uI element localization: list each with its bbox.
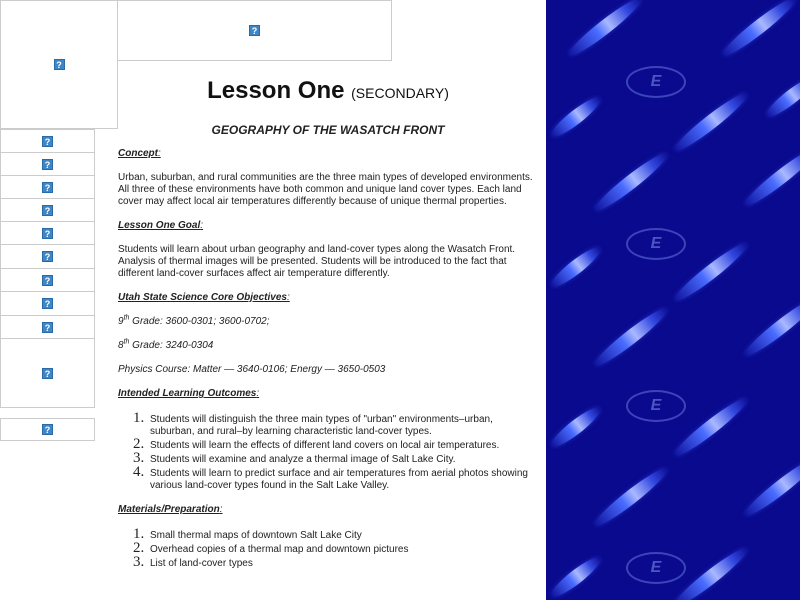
page-title — [118, 76, 538, 108]
page-subtitle: GEOGRAPHY OF THE WASATCH FRONT — [211, 123, 445, 137]
materials-list — [118, 528, 538, 570]
streak-decoration — [548, 93, 604, 141]
list-item: 2. Students will learn the effects of different land covers on local air temperatures. — [148, 438, 538, 452]
nav-image-link-9[interactable] — [0, 315, 95, 339]
heading-text: Intended Learning Outcomes — [118, 388, 257, 399]
section-heading-goal: Lesson One Goal: — [118, 220, 204, 231]
list-item: 3. List of land-cover types — [148, 556, 538, 570]
objective-grade8 — [118, 340, 538, 352]
broken-image-icon: ? — [42, 368, 53, 379]
watermark-logo: E — [626, 552, 686, 584]
broken-image-icon: ? — [42, 298, 53, 309]
watermark-logo: E — [626, 66, 686, 98]
grade-codes: Grade: 3600-0301; 3600-0702; — [129, 316, 270, 327]
section-heading-objectives: Utah State Science Core Objectives: — [118, 292, 290, 303]
section-heading-outcomes: Intended Learning Outcomes: — [118, 388, 260, 399]
streak-decoration — [671, 89, 751, 155]
objective-grade9 — [118, 316, 538, 328]
list-item: 3. Students will examine and analyze a thermal image of Salt Lake City. — [148, 452, 538, 466]
ordinal-suffix: th — [123, 314, 130, 322]
streak-decoration — [591, 464, 671, 530]
streak-decoration — [741, 454, 800, 520]
broken-image-icon: ? — [54, 59, 65, 70]
outcomes-list — [118, 412, 538, 492]
nav-image-link-2[interactable] — [0, 152, 95, 176]
nav-image-link-5[interactable] — [0, 221, 95, 245]
list-item: 2. Overhead copies of a thermal map and downtown pictures — [148, 542, 538, 556]
watermark-logo: E — [626, 228, 686, 260]
broken-image-icon: ? — [42, 251, 53, 262]
nav-image-link-11[interactable] — [0, 418, 95, 441]
nav-image-link-10[interactable] — [0, 338, 95, 408]
broken-image-icon: ? — [42, 205, 53, 216]
broken-image-icon: ? — [42, 159, 53, 170]
title-text: Lesson One — [207, 77, 345, 104]
section-heading-materials: Materials/Preparation: — [118, 504, 223, 515]
grade-number: 9 — [118, 316, 124, 327]
grade-codes: Grade: 3240-0304 — [129, 340, 214, 351]
heading-text: Concept — [118, 148, 158, 159]
streak-decoration — [741, 294, 800, 360]
nav-image-link-7[interactable] — [0, 268, 95, 292]
streak-decoration — [548, 243, 604, 291]
broken-image-icon: ? — [249, 25, 260, 36]
broken-image-icon: ? — [42, 228, 53, 239]
watermark-logo: E — [626, 390, 686, 422]
broken-image-icon: ? — [42, 322, 53, 333]
heading-text: Materials/Preparation — [118, 504, 220, 515]
top-left-image — [0, 0, 118, 129]
list-item: 4. Students will learn to predict surface and air temperatures from aerial photos showing various land-cover types found in the Salt Lake Valley. — [148, 466, 538, 492]
lesson-content — [118, 70, 538, 582]
concept-body: Urban, suburban, and rural communities are the three main types of developed environments. All three of these environments have both common and unique land cover types. Each land cover may affect local air temperatures differently because of unique thermal properties. — [118, 172, 533, 207]
ordinal-suffix: th — [123, 338, 130, 346]
heading-text: Utah State Science Core Objectives — [118, 292, 287, 303]
streak-decoration — [548, 403, 604, 451]
streak-decoration — [565, 0, 645, 60]
nav-image-link-1[interactable] — [0, 129, 95, 153]
streak-decoration — [591, 149, 671, 215]
heading-text: Lesson One Goal — [118, 220, 201, 231]
broken-image-icon: ? — [42, 275, 53, 286]
broken-image-icon: ? — [42, 182, 53, 193]
list-item: 1. Students will distinguish the three main types of "urban" environments–urban, suburban, and rural–by learning characteristic land-cover types. — [148, 412, 538, 438]
broken-image-icon: ? — [42, 136, 53, 147]
nav-image-link-8[interactable] — [0, 291, 95, 316]
section-heading-concept: Concept: — [118, 148, 161, 159]
streak-decoration — [591, 304, 671, 370]
list-item: 1. Small thermal maps of downtown Salt Lake City — [148, 528, 538, 542]
broken-image-icon: ? — [42, 424, 53, 435]
streak-decoration — [548, 553, 604, 600]
title-suffix: (SECONDARY) — [351, 85, 449, 101]
decorative-background — [546, 0, 800, 600]
streak-decoration — [719, 0, 799, 60]
objective-physics: Physics Course: Matter — 3640-0106; Energy — 3650-0503 — [118, 364, 386, 375]
streak-decoration — [741, 144, 800, 210]
nav-image-link-6[interactable] — [0, 244, 95, 269]
header-banner-image — [117, 0, 392, 61]
streak-decoration — [763, 73, 800, 121]
goal-body: Students will learn about urban geography and land-cover types along the Wasatch Front. Analysis of thermal images will be presented. Students will be introduced to the fact that different land-cover surfaces affect air temperature differently. — [118, 244, 516, 279]
nav-image-link-3[interactable] — [0, 175, 95, 199]
nav-image-link-4[interactable] — [0, 198, 95, 222]
grade-number: 8 — [118, 340, 124, 351]
